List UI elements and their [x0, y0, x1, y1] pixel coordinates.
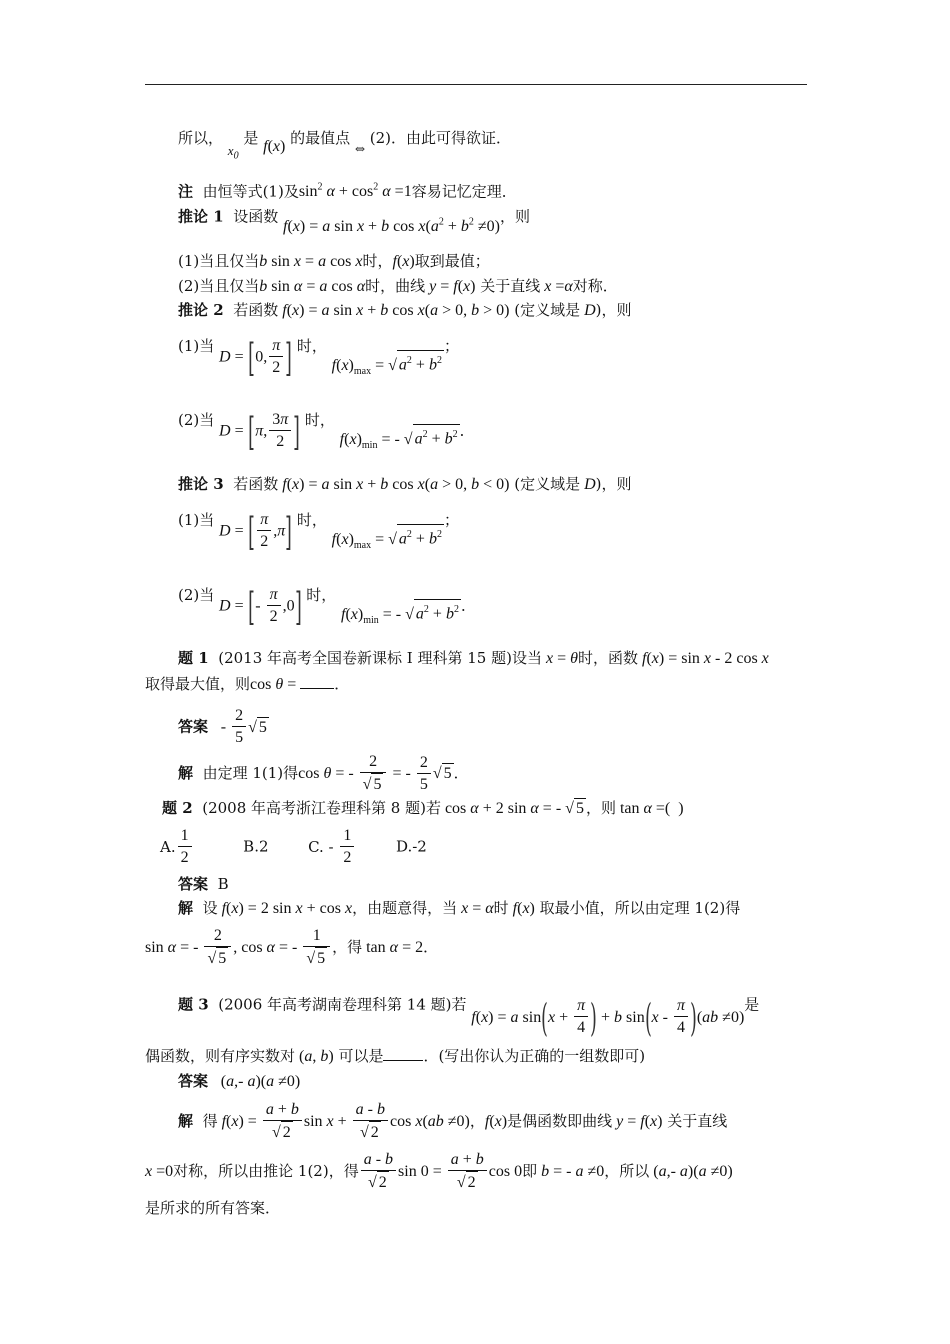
answer-3: 答案 (a,- a)(a ≠0) — [178, 1072, 301, 1090]
solution-3-label: 解 — [178, 1112, 194, 1130]
corollary-2-label: 推论 2 — [178, 301, 224, 319]
answer-3-label: 答案 — [178, 1072, 209, 1090]
answer-2-value: B — [217, 875, 229, 893]
note-line: 注 由恒等式(1)及$\sin^2 \alpha + \cos^2 \alpha =1$容易记忆定理． — [178, 182, 517, 201]
answer-blank — [383, 1048, 423, 1061]
question-3-line-2: 偶函数，则有序实数对 (a, b) 可以是 ．(写出你认为正确的一组数即可) — [145, 1047, 646, 1065]
corollary-3-item-1: (1)当 D = [ $\frac{\pi}{2}$ ,π] 时， $f(x)_{max}$ = √ $a^2 + b^2$； — [178, 509, 459, 554]
corollary-3-heading: 推论 3 若函数 f(x) = a sin x + b cos x(a > 0, b < 0) (定义域是 D)，则 — [178, 475, 632, 493]
corollary-1-item-2: (2)当且仅当b sin α = a cos α时，曲线 y = f(x) 关于直线 x =α对称． — [178, 277, 618, 295]
solution-3-conclusion: 是所求的所有答案． — [145, 1199, 281, 1217]
option-b: B.2 — [243, 837, 269, 856]
corollary-3-item-2: (2)当 D = [- $\frac{\pi}{2}$ ,0] 时， $f(x)_{min}$ = - √ $a^2 + b^2$ ． — [178, 584, 476, 629]
option-d: D.-2 — [395, 837, 427, 856]
corollary-1-heading: 推论 1 设函数 f(x) = a sin x + b $\cos x(a^2 + b^2 \ne 0)$，则 — [178, 207, 530, 236]
option-c: C. - $\frac{1}{2}$ — [308, 838, 356, 856]
solution-2-label: 解 — [178, 899, 194, 917]
answer-1: 答案 - $\frac{2}{5}$ √ 5 — [178, 707, 267, 746]
answer-blank — [300, 676, 334, 689]
solution-3-line-3 — [145, 1198, 280, 1218]
question-3-label: 题 3 — [178, 995, 209, 1014]
corollary-2-item-2: (2)当 D = [π, $\frac{3\pi}{2}$ ] 时， $f(x)_{min}$ = - √ $a^2 + b^2$ ． — [178, 409, 475, 454]
solution-3-line-2: x =0对称，所以由推论 1(2)，得 $\frac{a - b}{√ 2}$ sin 0 = $\frac{a + b}{√ 2}$ cos 0即 b = - a ≠0，所以 (a,- a)(a ≠0) — [145, 1150, 733, 1194]
corollary-1-item-1: (1)当且仅当b sin x = a cos x时，f(x)取到最值； — [178, 252, 490, 270]
question-1-label: 题 1 — [178, 649, 209, 667]
question-3-line-1: 题 3 (2006 年高考湖南卷理科第 14 题)若 f(x) = a sin(x + $\frac{\pi}{4}$ ) + b sin(x - $\frac{\pi}{4}$ )(ab ≠0)是 — [178, 995, 760, 1040]
note-label: 注 — [178, 182, 194, 201]
question-2-options — [160, 826, 427, 869]
proof-conclusion: 所以， $x_0$ 是 f(x) 的最值点 $_\Leftrightarrow$ (2)．由此可得欲证． — [178, 129, 512, 162]
question-1-line-2: 取得最大值，则cos θ = ． — [145, 675, 350, 693]
corollary-3-label: 推论 3 — [178, 475, 224, 493]
corollary-2-item-1: (1)当 D = [0, $\frac{\pi}{2}$ ] 时， $f(x)_{max}$ = √ $a^2 + b^2$； — [178, 335, 459, 380]
question-2-label: 题 2 — [162, 799, 193, 817]
question-2-line-1: 题 2 (2008 年高考浙江卷理科第 8 题)若 cos α + 2 sin α = - √ 5 ，则 tan α =( ) — [162, 799, 684, 817]
question-1-line-1: 题 1 (2013 年高考全国卷新课标 I 理科第 15 题)设当 x = θ时，函数 f(x) = sin x - 2 cos x — [178, 649, 769, 667]
solution-3-line-1: 解 得 f(x) = $\frac{a + b}{√ 2}$ sin x + $\frac{a - b}{√ 2}$ cos x(ab ≠0)，f(x)是偶函数即曲线 y = f(x) 关于直线 — [178, 1100, 727, 1144]
header-rule — [145, 84, 807, 85]
solution-1: 解 由定理 1(1)得cos θ = - $\frac{2}{√ 5}$ = - $\frac{2}{5}$ √ 5 ． — [178, 752, 469, 796]
solution-2-line-2: sin α = - $\frac{2}{√ 5}$ , cos α = - $\frac{1}{√ 5}$ ，得 tan α = 2． — [145, 926, 438, 970]
corollary-2-heading: 推论 2 若函数 f(x) = a sin x + b cos x(a > 0, b > 0) (定义域是 D)，则 — [178, 301, 632, 319]
answer-1-label: 答案 — [178, 717, 209, 736]
solution-1-label: 解 — [178, 764, 194, 782]
solution-2-line-1: 解 设 f(x) = 2 sin x + cos x，由题意得，当 x = α时 f(x) 取最小值，所以由定理 1(2)得 — [178, 899, 741, 917]
option-a: A. $\frac{1}{2}$ — [160, 838, 194, 856]
answer-2-label: 答案 — [178, 875, 209, 893]
corollary-1-label: 推论 1 — [178, 207, 224, 226]
answer-2 — [178, 874, 229, 894]
